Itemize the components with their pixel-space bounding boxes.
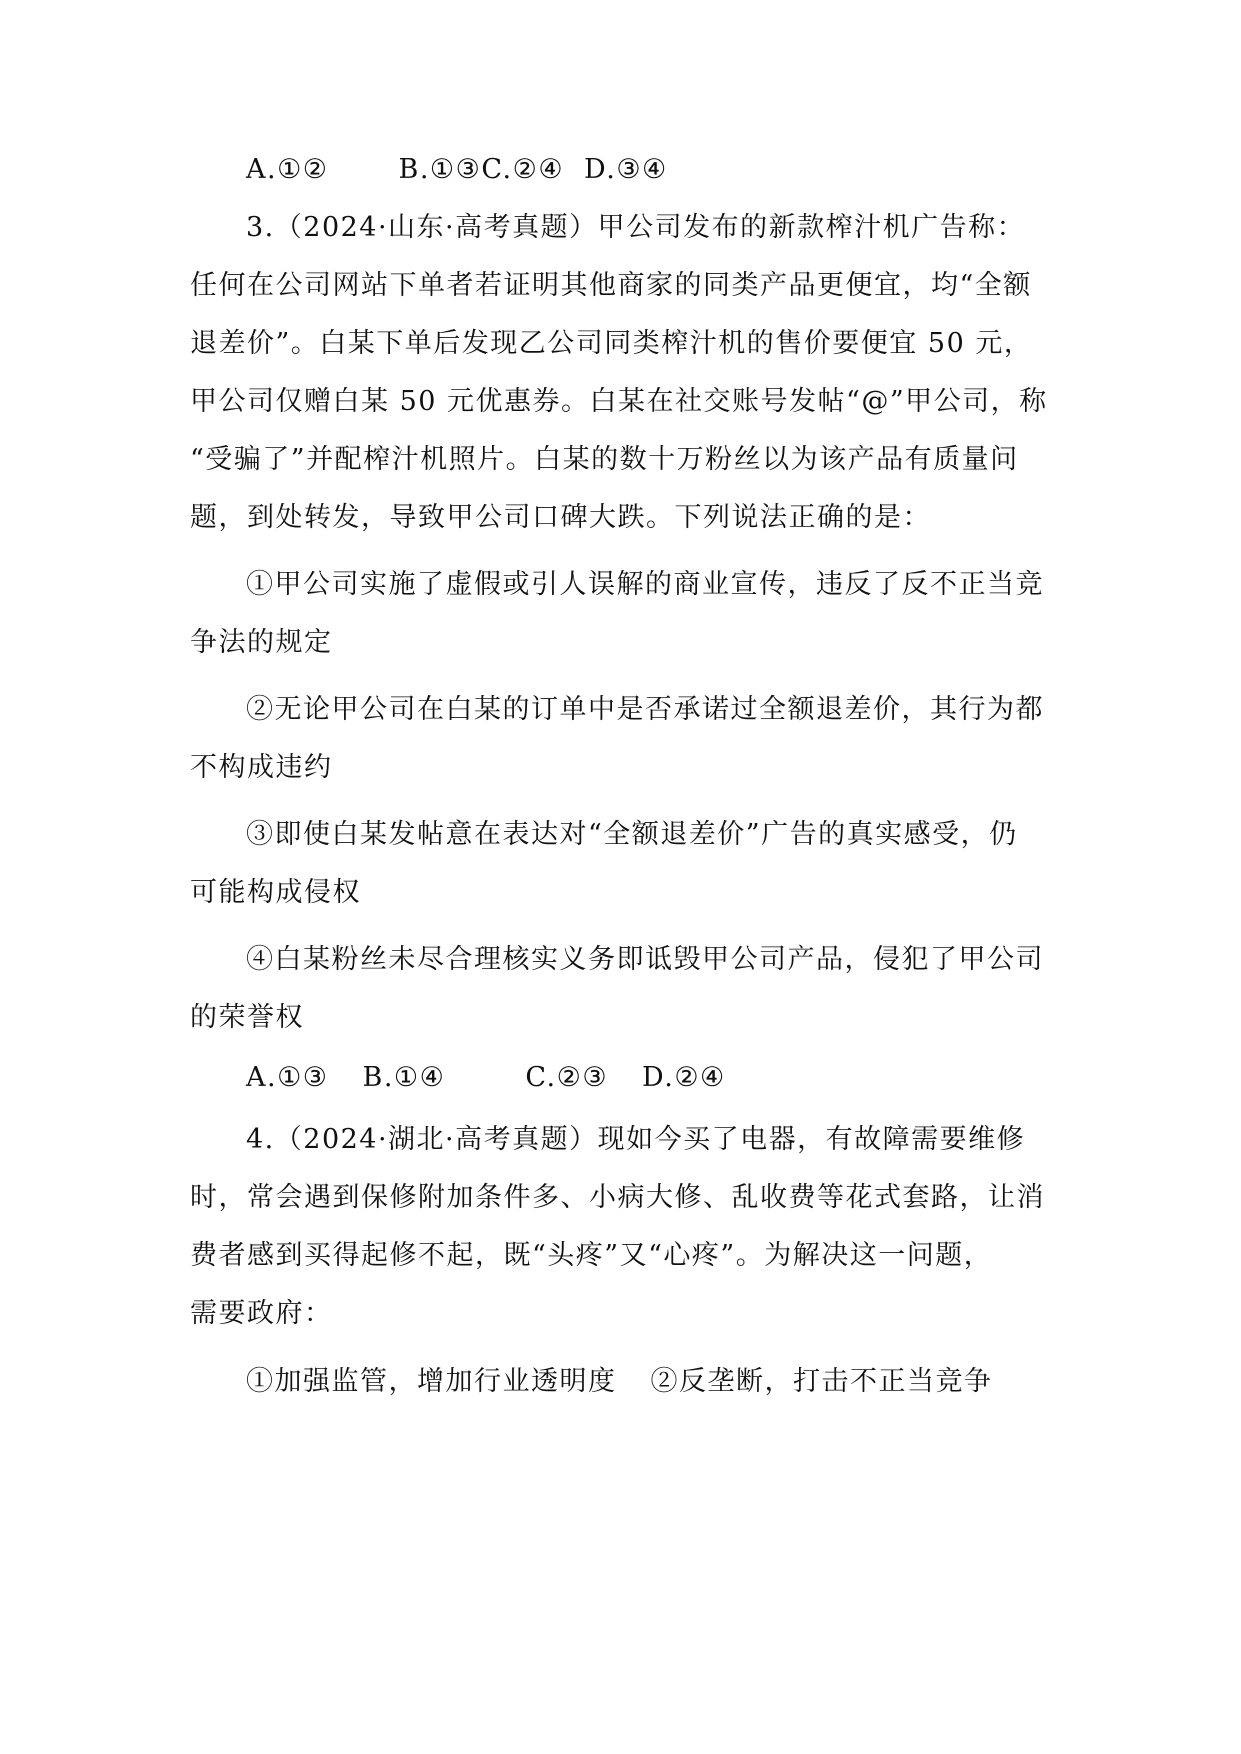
option-a: A.①③	[246, 1062, 329, 1093]
q3-stem-line: 退差价”。白某下单后发现乙公司同类榨汁机的售价要便宜 50 元，	[190, 328, 1033, 359]
option-b: B.①④	[362, 1062, 446, 1093]
option-c: C.②④	[481, 154, 565, 185]
q3-stem-line: 3.（2024·山东·高考真题）甲公司发布的新款榨汁机广告称：	[246, 212, 1026, 243]
q4-stem-line: 时，常会遇到保修附加条件多、小病大修、乱收费等花式套路，让消	[190, 1182, 1045, 1213]
q3-statement-2: ②无论甲公司在白某的订单中是否承诺过全额退差价，其行为都	[246, 694, 1044, 725]
q3-statement-4: ④白某粉丝未尽合理核实义务即诋毁甲公司产品，侵犯了甲公司	[246, 944, 1044, 975]
q3-stem-line: 题，到处转发，导致甲公司口碑大跌。下列说法正确的是：	[190, 502, 931, 533]
q4-statement-1: ①加强监管，增加行业透明度	[246, 1366, 617, 1397]
q3-statement-2-cont: 不构成违约	[190, 752, 333, 783]
q4-statement-2: ②反垄断，打击不正当竞争	[650, 1366, 993, 1397]
q3-stem-line: 甲公司仅赠白某 50 元优惠券。白某在社交账号发帖“@”甲公司，称	[190, 386, 1048, 417]
option-d: D.②④	[642, 1062, 726, 1093]
q3-stem-line: “受骗了”并配榨汁机照片。白某的数十万粉丝以为该产品有质量问	[190, 444, 1019, 475]
q3-statement-4-cont: 的荣誉权	[190, 1002, 304, 1033]
q3-statement-1-cont: 争法的规定	[190, 627, 333, 658]
q4-stem-line: 费者感到买得起修不起，既“头疼”又“心疼”。为解决这一问题，	[190, 1240, 993, 1271]
q4-statements	[246, 1362, 993, 1402]
q4-stem-line: 4.（2024·湖北·高考真题）现如今买了电器，有故障需要维修	[246, 1124, 1026, 1155]
option-a: A.①②	[246, 154, 329, 185]
option-d: D.③④	[584, 154, 668, 185]
q3-stem-line: 任何在公司网站下单者若证明其他商家的同类产品更便宜，均“全额	[190, 270, 1032, 301]
q3-statement-3-cont: 可能构成侵权	[190, 877, 361, 908]
option-b: B.①③	[398, 154, 482, 185]
q3-statement-1: ①甲公司实施了虚假或引人误解的商业宣传，违反了反不正当竞	[246, 569, 1044, 600]
option-c: C.②③	[525, 1062, 609, 1093]
prev-question-options	[246, 150, 668, 190]
q3-statement-3: ③即使白某发帖意在表达对“全额退差价”广告的真实感受，仍	[246, 819, 1018, 850]
q4-stem-line: 需要政府：	[190, 1298, 333, 1329]
q3-options	[246, 1058, 726, 1098]
